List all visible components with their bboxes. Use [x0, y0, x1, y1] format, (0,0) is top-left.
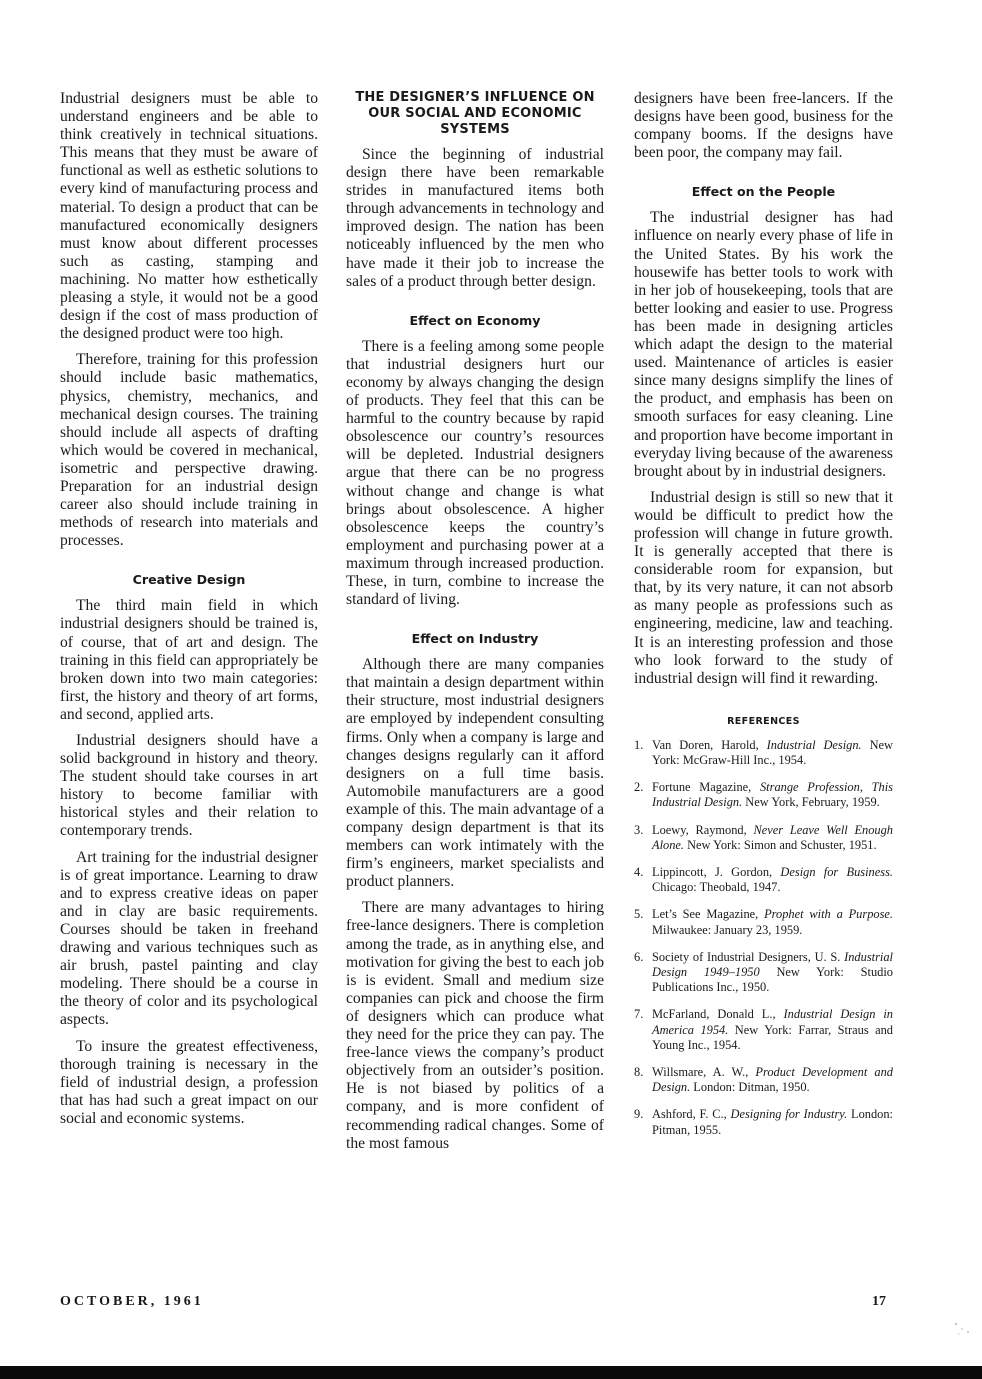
column-1	[60, 90, 318, 1128]
paragraph: Art training for the industrial designer is of great importance. Learning to draw and to express creative ideas on paper and in clay are basic requirements. Courses should be taken in freehand drawing and various techniques such as air brush, pastel painting and clay modeling. There should be a course in the theory of color and its psychological aspects.	[60, 848, 318, 1029]
section-heading-economy: Effect on Economy	[409, 312, 541, 328]
reference-publisher: London: Ditman, 1950.	[690, 1080, 810, 1095]
section-heading-people: Effect on the People	[691, 184, 836, 200]
reference-publisher: Chicago: Theobald, 1947.	[652, 880, 781, 895]
reference-author: Lippincott, J. Gordon,	[652, 865, 781, 880]
article-section-title: THE DESIGNER’S INFLUENCE ON OUR SOCIAL AND ECONOMIC SYSTEMS	[355, 90, 595, 137]
reference-number: 2.	[634, 780, 644, 795]
reference-title: Industrial Design 1949–1950	[652, 949, 893, 980]
reference-number: 6.	[634, 949, 644, 964]
paragraph: Although there are many companies that maintain a design department within their structure, most industrial designers are employed by independent consulting firms. Only when a company is large and changes designs regularly can it afford designers on a full time basis. Automobile manufacturers are a good example of this. The main advantage of a company design department is that its members can work intimately with the firm’s engineers, market specialists and product planners.	[346, 656, 604, 891]
reference-item	[634, 738, 893, 768]
references-list	[634, 738, 893, 1138]
scan-border-bar	[0, 1366, 982, 1379]
reference-author: Van Doren, Harold,	[652, 737, 767, 752]
paragraph: There are many advantages to hiring free-lance designers. There is completion among the trade, as in anything else, and motivation for giving the best to each job is is evident. Small and medium size companies can pick and choose the firm of designers which can produce what they need for the price they can pay. The free-lance views the company’s product objectively from an outsider’s position. He is not biased by politics of a company, and is more confident of recommending radical changes. Some of the most famous	[346, 899, 604, 1152]
reference-number: 1.	[634, 737, 644, 752]
paragraph: Industrial designers must be able to understand engineers and be able to think creatively in technical situations. This means that they must be aware of functional as well as esthetic solutions to every kind of manufacturing process and material. To design a product that can be manufactured economically designers must know about different processes such as casting, stamping and machining. No matter how esthetically pleasing a style, it would not be a good design if the cost of mass production of the designed product were too high.	[60, 90, 318, 343]
reference-publisher: New York: Simon and Schuster, 1951.	[684, 837, 877, 852]
reference-publisher: New York, February, 1959.	[742, 795, 880, 810]
reference-publisher: New York: McGraw-Hill Inc., 1954.	[652, 737, 893, 768]
reference-title: Industrial Design in America 1954.	[652, 1007, 893, 1037]
column-2	[346, 90, 604, 1153]
paragraph: Industrial design is still so new that it would be difficult to predict how the profession will change in future growth. It is generally accepted that there is considerable room for expansion, but that, by its very nature, it can not absorb as many people as professions such as engineering, medicine, law and teaching. It is an interesting profession and those who look forward to the study of industrial design will find it rewarding.	[634, 488, 893, 687]
reference-item	[634, 907, 893, 937]
paragraph: Therefore, training for this profession should include basic mathematics, physics, chemistry, mechanics, and mechanical design courses. The training should include all aspects of drafting which would be covered in mechanical, isometric and perspective drawing. Preparation for an industrial design career also should include training in methods of research into materials and processes.	[60, 351, 318, 550]
reference-item	[634, 1007, 893, 1053]
scan-speck-marks	[952, 1318, 972, 1338]
reference-item	[634, 823, 893, 853]
page-number: 17	[872, 1294, 886, 1309]
reference-title: Design for Business.	[780, 865, 893, 880]
reference-title: Industrial Design.	[766, 737, 862, 752]
reference-author: Let’s See Magazine,	[652, 907, 765, 922]
paragraph: designers have been free-lancers. If the designs have been good, business for the company booms. If the designs have been poor, the company may fail.	[634, 90, 893, 162]
reference-title: Prophet with a Purpose.	[764, 907, 893, 922]
paragraph: To insure the greatest effectiveness, thorough training is necessary in the field of industrial design, a profession that has had such a great impact on our social and economic systems.	[60, 1037, 318, 1127]
paragraph: Since the beginning of industrial design there have been remarkable strides in manufactured items both through advancements in technology and improved design. The nation has been noticeably influenced by the men who have made it their job to increase the sales of a product through better design.	[346, 146, 604, 290]
reference-item	[634, 1107, 893, 1137]
reference-author: Loewy, Raymond,	[652, 822, 754, 837]
reference-title: Never Leave Well Enough Alone.	[652, 822, 894, 852]
reference-item	[634, 865, 893, 895]
reference-number: 4.	[634, 865, 644, 880]
section-heading-industry: Effect on Industry	[411, 631, 539, 647]
reference-number: 7.	[634, 1007, 644, 1022]
paragraph: The third main field in which industrial designers should be trained is, of course, that of art and design. The training in this field can appropriately be broken down into two main categories: first, the history and theory of art forms, and second, applied arts.	[60, 597, 318, 723]
paragraph: Industrial designers should have a solid background in history and theory. The student should take courses in art history to become familiar with historical styles and their relation to contemporary trends.	[60, 732, 318, 840]
reference-number: 3.	[634, 822, 644, 837]
reference-number: 5.	[634, 907, 644, 922]
references-heading: REFERENCES	[727, 715, 800, 727]
reference-author: Willsmare, A. W.,	[652, 1065, 756, 1080]
reference-number: 9.	[634, 1107, 644, 1122]
reference-author: McFarland, Donald L.,	[652, 1007, 784, 1022]
issue-date: OCTOBER, 1961	[60, 1294, 204, 1309]
reference-number: 8.	[634, 1065, 644, 1080]
reference-author: Fortune Magazine,	[652, 780, 760, 795]
reference-title: Product Development and Design.	[652, 1065, 893, 1095]
section-heading-creative-design: Creative Design	[132, 572, 246, 588]
reference-publisher: New York: Studio Publications Inc., 1950.	[652, 965, 893, 995]
column-3	[634, 90, 893, 1150]
reference-author: Ashford, F. C.,	[652, 1107, 731, 1122]
reference-item	[634, 950, 893, 996]
reference-item	[634, 780, 893, 810]
reference-publisher: London: Pitman, 1955.	[652, 1107, 893, 1137]
reference-author: Society of Industrial Designers, U. S.	[652, 949, 845, 964]
paragraph: The industrial designer has had influence on nearly every phase of life in the United States. By his work the housewife has better tools to work with in her job of housekeeping, tools that are better looking and easier to use. Progress has been made in designing articles which adapt the design to the material used. Maintenance of articles is easier since many designs simplify the lines of the product, and emphasis has been on smooth surfaces for easy cleaning. Line and proportion have become important in everyday living because of the awareness brought about by in industrial designers.	[634, 209, 893, 480]
reference-title: Designing for Industry.	[730, 1107, 848, 1122]
paragraph: There is a feeling among some people that industrial designers hurt our economy by always changing the design of products. They feel that this can be harmful to the country because by rapid obsolescence our country’s resources will be depleted. Industrial designers argue that there can be no progress without change and change is what brings about obsolescence. A higher obsolescence keeps the country’s employment and purchasing power at a maximum through increased production. These, in turn, combine to increase the standard of living.	[346, 337, 604, 609]
reference-title: Strange Profession, This Industrial Design.	[652, 780, 894, 810]
reference-item	[634, 1065, 893, 1095]
reference-publisher: Milwaukee: January 23, 1959.	[652, 922, 803, 937]
reference-publisher: New York: Farrar, Straus and Young Inc., 1954.	[652, 1022, 894, 1052]
